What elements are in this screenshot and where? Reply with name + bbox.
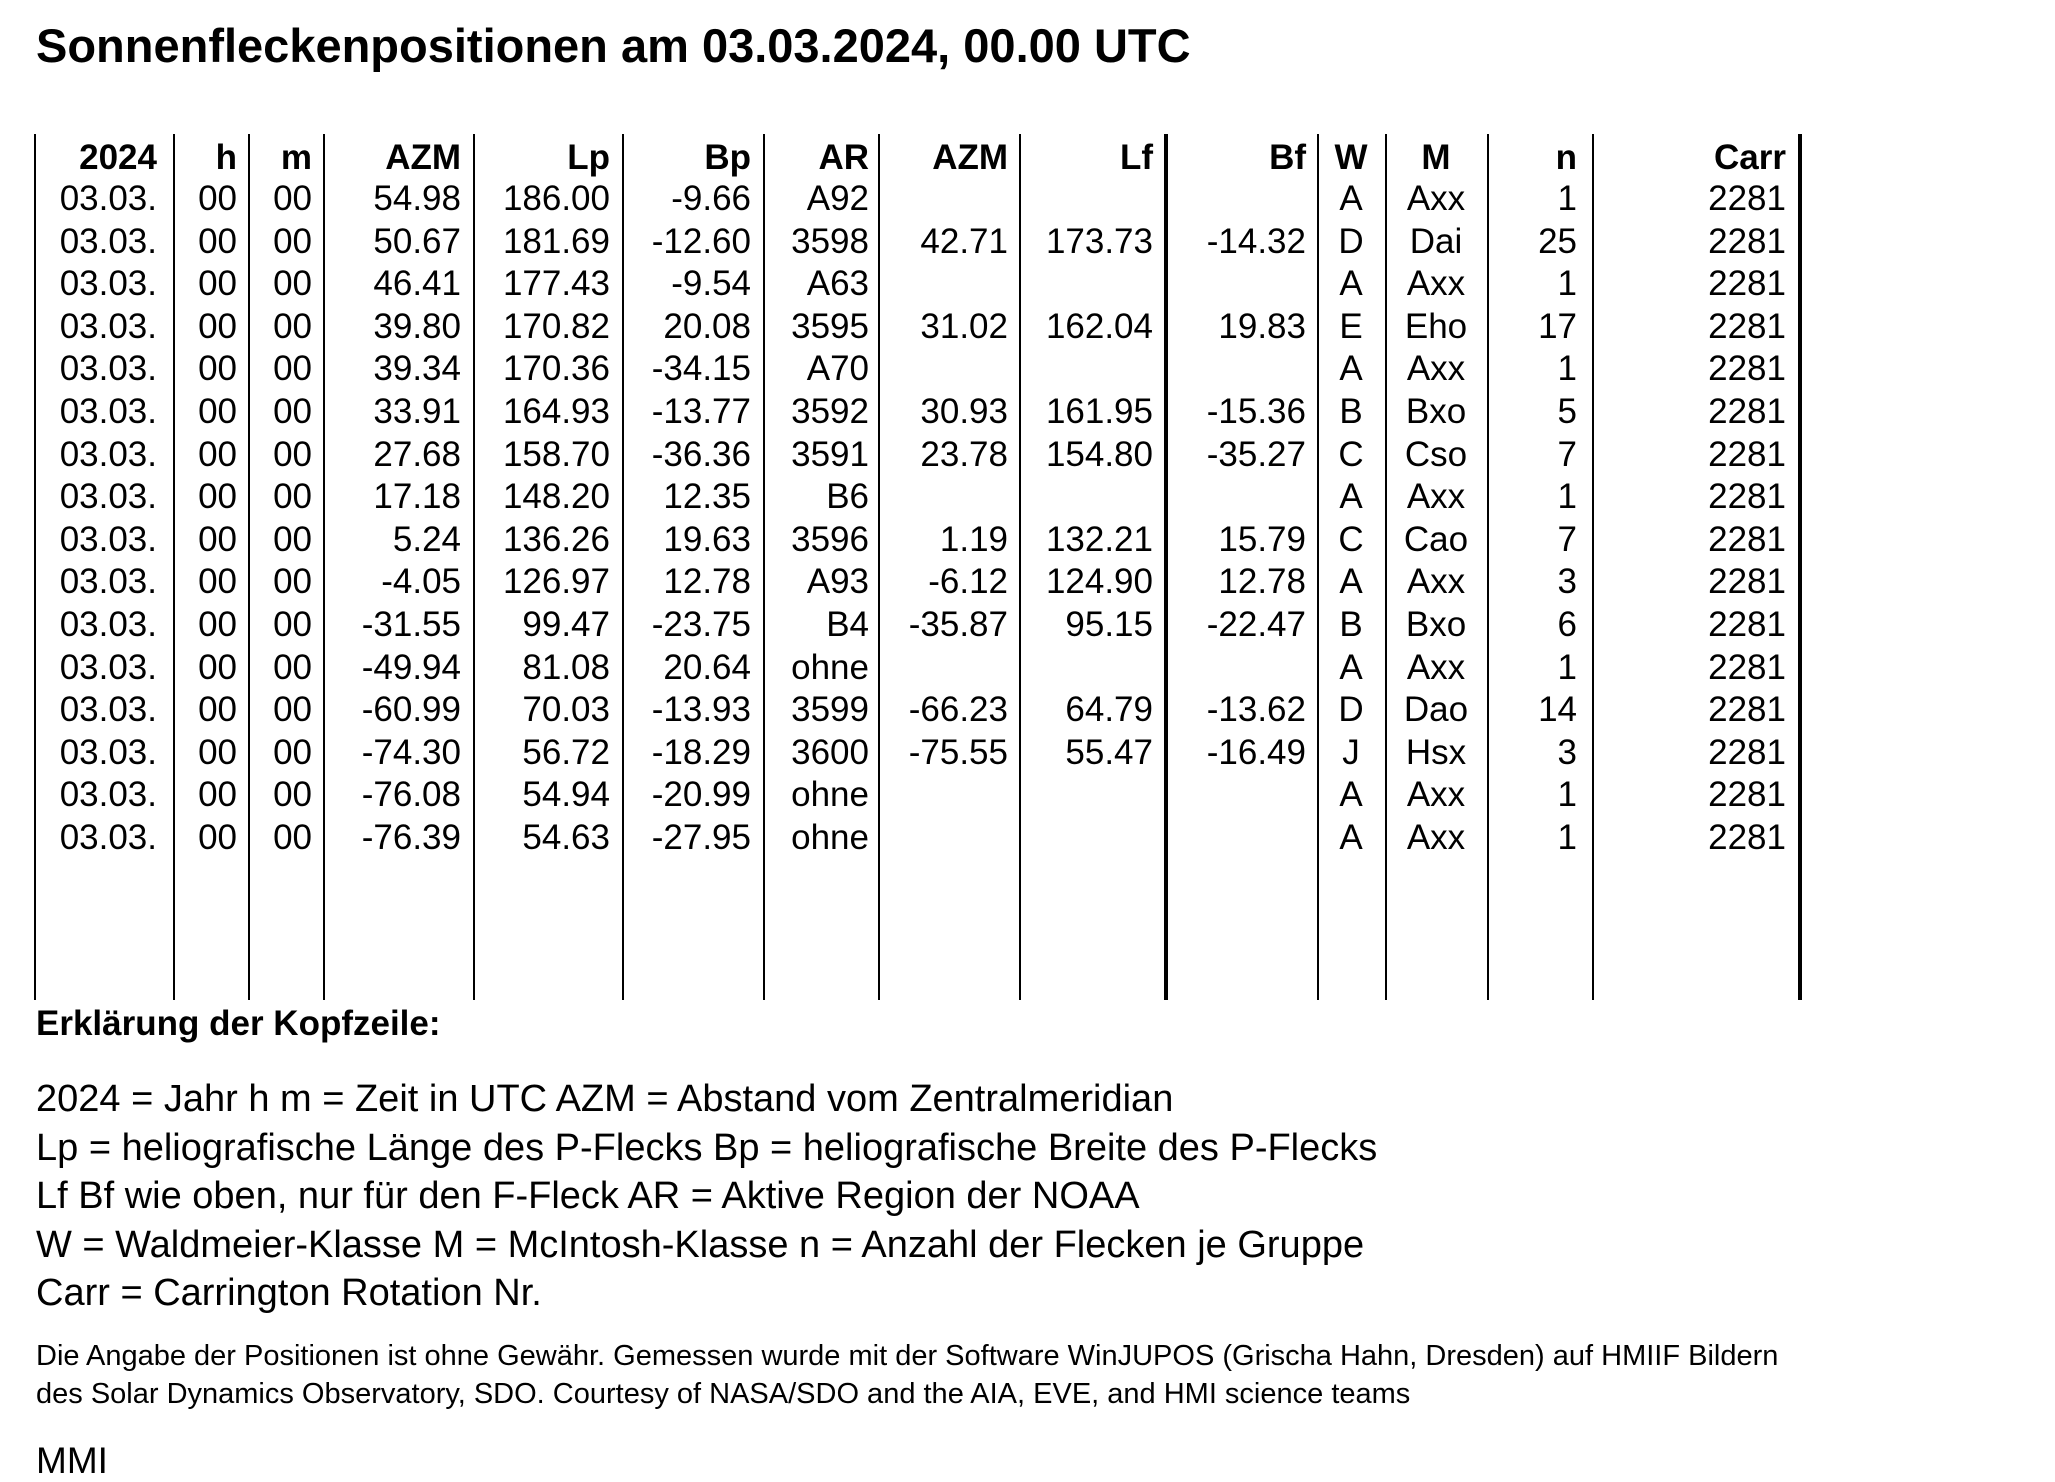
signature: MMI	[36, 1440, 108, 1481]
cell-ar: A93	[806, 562, 869, 602]
cell-azm-f: -6.12	[928, 562, 1008, 602]
cell-n: 1	[1557, 647, 1577, 687]
cell-carr: 2281	[1708, 392, 1786, 431]
cell-carr: 2281	[1708, 264, 1786, 304]
header-hour: h	[215, 138, 237, 177]
cell-w: B	[1339, 605, 1363, 644]
cell-n: 5	[1557, 392, 1577, 431]
cell-m: Hsx	[1405, 732, 1467, 772]
cell-bp: 12.78	[663, 562, 751, 602]
cell-carr: 2281	[1708, 434, 1786, 474]
header-n: n	[1555, 138, 1577, 177]
legend-line: 2024 = Jahr h m = Zeit in UTC AZM = Abstand vom Zentralmeridian	[36, 1078, 1174, 1120]
header-azm-f: AZM	[932, 138, 1008, 177]
cell-bf: -16.49	[1206, 732, 1306, 772]
cell-ar: 3598	[791, 221, 869, 261]
cell-hour: 00	[198, 732, 237, 772]
cell-azm-p: -76.39	[361, 818, 461, 857]
cell-bf: -22.47	[1206, 605, 1306, 644]
cell-azm-f	[878, 475, 1008, 519]
table-row	[34, 262, 1802, 306]
cell-carr: 2281	[1708, 732, 1786, 772]
cell-lp: 177.43	[502, 264, 610, 304]
cell-hour: 00	[198, 179, 237, 218]
cell-lp: 81.08	[522, 647, 610, 687]
cell-bf: -35.27	[1206, 434, 1306, 474]
cell-carr: 2281	[1708, 519, 1786, 559]
cell-m: Eho	[1404, 306, 1468, 346]
legend	[36, 1075, 1377, 1318]
header-minute: m	[280, 138, 312, 177]
cell-lp: 54.63	[522, 818, 610, 857]
header-azm-p: AZM	[385, 138, 461, 177]
header-m: M	[1421, 138, 1451, 177]
cell-w: C	[1338, 519, 1364, 559]
cell-n: 17	[1538, 306, 1577, 346]
cell-bp: 12.35	[663, 477, 751, 517]
cell-hour: 00	[198, 562, 237, 602]
cell-lp: 99.47	[522, 605, 610, 644]
cell-lf: 64.79	[1065, 690, 1153, 730]
cell-m: Bxo	[1405, 392, 1467, 431]
cell-date: 03.03.	[59, 477, 157, 517]
cell-carr: 2281	[1708, 605, 1786, 644]
cell-lf	[1019, 773, 1153, 817]
cell-minute: 00	[273, 179, 312, 218]
cell-bf: 15.79	[1218, 519, 1306, 559]
cell-ar: 3596	[791, 519, 869, 559]
table-row	[34, 603, 1802, 647]
table-row	[34, 390, 1802, 434]
cell-ar: ohne	[791, 647, 869, 687]
table-row	[34, 177, 1802, 221]
cell-n: 1	[1557, 775, 1577, 815]
cell-m: Dai	[1409, 221, 1463, 261]
header-ar: AR	[818, 138, 869, 177]
cell-azm-f: 30.93	[920, 392, 1008, 431]
cell-date: 03.03.	[59, 264, 157, 304]
cell-bp: -36.36	[651, 434, 751, 474]
cell-carr: 2281	[1708, 349, 1786, 389]
cell-lp: 136.26	[502, 519, 610, 559]
cell-m: Axx	[1406, 349, 1466, 389]
cell-azm-p: 27.68	[373, 434, 461, 474]
cell-ar: A63	[806, 264, 869, 304]
cell-hour: 00	[198, 349, 237, 389]
cell-lf: 161.95	[1045, 392, 1153, 431]
cell-minute: 00	[273, 732, 312, 772]
cell-lp: 181.69	[502, 221, 610, 261]
sunspot-table	[34, 134, 1802, 1000]
cell-w: B	[1339, 392, 1363, 431]
cell-minute: 00	[273, 775, 312, 815]
cell-azm-p: 39.34	[373, 349, 461, 389]
cell-azm-f	[878, 177, 1008, 221]
cell-n: 7	[1557, 434, 1577, 474]
cell-carr: 2281	[1708, 306, 1786, 346]
cell-w: A	[1339, 179, 1363, 218]
cell-lf: 95.15	[1065, 605, 1153, 644]
cell-bp: -27.95	[651, 818, 751, 857]
cell-ar: ohne	[791, 775, 869, 815]
cell-w: A	[1339, 647, 1363, 687]
cell-lf	[1019, 262, 1153, 306]
cell-hour: 00	[198, 477, 237, 517]
cell-ar: ohne	[791, 818, 869, 857]
cell-w: A	[1339, 349, 1363, 389]
header-bp: Bp	[704, 138, 751, 177]
cell-azm-p: 33.91	[373, 392, 461, 431]
cell-azm-f: -75.55	[908, 732, 1008, 772]
cell-m: Axx	[1406, 775, 1466, 815]
cell-ar: 3600	[791, 732, 869, 772]
cell-carr: 2281	[1708, 562, 1786, 602]
cell-bp: -18.29	[651, 732, 751, 772]
cell-bp: -13.93	[651, 690, 751, 730]
cell-m: Cao	[1403, 519, 1469, 559]
cell-azm-p: 50.67	[373, 221, 461, 261]
cell-azm-f: 1.19	[939, 519, 1008, 559]
header-w: W	[1334, 138, 1368, 177]
cell-azm-p: -4.05	[381, 562, 461, 602]
cell-azm-p: -49.94	[361, 647, 461, 687]
cell-azm-p: -60.99	[361, 690, 461, 730]
cell-minute: 00	[273, 647, 312, 687]
cell-date: 03.03.	[59, 647, 157, 687]
table-row	[34, 731, 1802, 775]
cell-bp: 20.08	[663, 306, 751, 346]
cell-n: 1	[1557, 264, 1577, 304]
cell-n: 1	[1557, 818, 1577, 857]
cell-lf	[1019, 646, 1153, 690]
cell-date: 03.03.	[59, 306, 157, 346]
cell-minute: 00	[273, 605, 312, 644]
legend-line: Lf Bf wie oben, nur für den F-Fleck AR = Aktive Region der NOAA	[36, 1175, 1140, 1217]
cell-azm-f	[878, 262, 1008, 306]
cell-azm-p: -74.30	[361, 732, 461, 772]
cell-bf	[1164, 262, 1306, 306]
header-year: 2024	[79, 138, 157, 177]
cell-minute: 00	[273, 349, 312, 389]
table-header	[34, 136, 1802, 180]
table-row	[34, 347, 1802, 391]
cell-ar: 3592	[791, 392, 869, 431]
table-row	[34, 220, 1802, 264]
cell-bp: -20.99	[651, 775, 751, 815]
cell-lp: 170.82	[502, 306, 610, 346]
table-row	[34, 518, 1802, 562]
cell-n: 1	[1557, 349, 1577, 389]
cell-m: Axx	[1406, 264, 1466, 304]
cell-date: 03.03.	[59, 732, 157, 772]
cell-w: D	[1338, 221, 1364, 261]
header-lf: Lf	[1119, 138, 1153, 177]
cell-hour: 00	[198, 605, 237, 644]
cell-carr: 2281	[1708, 690, 1786, 730]
cell-date: 03.03.	[59, 690, 157, 730]
cell-bf	[1164, 646, 1306, 690]
cell-minute: 00	[273, 264, 312, 304]
cell-bp: -34.15	[651, 349, 751, 389]
cell-azm-f	[878, 773, 1008, 817]
cell-bp: -9.54	[671, 264, 751, 304]
cell-carr: 2281	[1708, 647, 1786, 687]
cell-hour: 00	[198, 690, 237, 730]
table-row	[34, 305, 1802, 349]
cell-m: Cso	[1404, 434, 1468, 474]
cell-bf	[1164, 347, 1306, 391]
table-row	[34, 816, 1802, 860]
cell-n: 3	[1557, 732, 1577, 772]
cell-bf: -13.62	[1206, 690, 1306, 730]
cell-date: 03.03.	[59, 818, 157, 857]
cell-lp: 126.97	[502, 562, 610, 602]
cell-n: 1	[1557, 179, 1577, 218]
cell-carr: 2281	[1708, 179, 1786, 218]
disclaimer	[36, 1337, 1778, 1413]
cell-hour: 00	[198, 306, 237, 346]
cell-lp: 54.94	[522, 775, 610, 815]
cell-lp: 170.36	[502, 349, 610, 389]
cell-azm-f	[878, 347, 1008, 391]
cell-lf	[1019, 177, 1153, 221]
cell-azm-f	[878, 646, 1008, 690]
cell-lp: 158.70	[502, 434, 610, 474]
cell-azm-f: -35.87	[908, 605, 1008, 644]
cell-bf: -15.36	[1206, 392, 1306, 431]
cell-azm-f: 42.71	[920, 221, 1008, 261]
cell-minute: 00	[273, 818, 312, 857]
cell-hour: 00	[198, 647, 237, 687]
cell-w: A	[1339, 264, 1363, 304]
cell-hour: 00	[198, 221, 237, 261]
table-row	[34, 433, 1802, 477]
cell-bf	[1164, 773, 1306, 817]
header-bf: Bf	[1269, 138, 1306, 177]
cell-lp: 164.93	[502, 392, 610, 431]
cell-bf	[1164, 816, 1306, 860]
cell-date: 03.03.	[59, 775, 157, 815]
header-lp: Lp	[567, 138, 610, 177]
cell-lp: 70.03	[522, 690, 610, 730]
cell-lf: 124.90	[1045, 562, 1153, 602]
cell-azm-f: 23.78	[920, 434, 1008, 474]
cell-hour: 00	[198, 264, 237, 304]
cell-bp: 20.64	[663, 647, 751, 687]
legend-line: Carr = Carrington Rotation Nr.	[36, 1272, 542, 1314]
cell-minute: 00	[273, 434, 312, 474]
cell-hour: 00	[198, 818, 237, 857]
disclaimer-line: Die Angabe der Positionen ist ohne Gewähr. Gemessen wurde mit der Software WinJUPOS (Grischa Hahn, Dresden) auf HMIIF Bildern	[36, 1340, 1779, 1372]
cell-azm-p: 39.80	[373, 306, 461, 346]
cell-w: J	[1342, 732, 1360, 772]
cell-minute: 00	[273, 519, 312, 559]
cell-bp: -13.77	[651, 392, 751, 431]
cell-m: Axx	[1406, 562, 1466, 602]
cell-n: 3	[1557, 562, 1577, 602]
cell-n: 7	[1557, 519, 1577, 559]
cell-date: 03.03.	[59, 562, 157, 602]
cell-carr: 2281	[1708, 818, 1786, 857]
cell-lf	[1019, 347, 1153, 391]
cell-bf: -14.32	[1206, 221, 1306, 261]
cell-ar: B6	[826, 477, 869, 517]
cell-azm-f: 31.02	[920, 306, 1008, 346]
cell-w: C	[1338, 434, 1364, 474]
cell-minute: 00	[273, 392, 312, 431]
disclaimer-line: des Solar Dynamics Observatory, SDO. Courtesy of NASA/SDO and the AIA, EVE, and HMI science teams	[36, 1378, 1411, 1410]
cell-bf	[1164, 177, 1306, 221]
cell-minute: 00	[273, 477, 312, 517]
cell-w: E	[1339, 306, 1363, 346]
cell-lf: 55.47	[1065, 732, 1153, 772]
cell-bf: 12.78	[1218, 562, 1306, 602]
cell-lf: 173.73	[1045, 221, 1153, 261]
cell-date: 03.03.	[59, 179, 157, 218]
cell-ar: A92	[806, 179, 869, 218]
cell-lf	[1019, 816, 1153, 860]
cell-w: A	[1339, 775, 1363, 815]
cell-hour: 00	[198, 519, 237, 559]
cell-ar: 3595	[791, 306, 869, 346]
legend-title: Erklärung der Kopfzeile:	[36, 1004, 441, 1043]
cell-lf: 154.80	[1045, 434, 1153, 474]
cell-minute: 00	[273, 562, 312, 602]
cell-date: 03.03.	[59, 349, 157, 389]
table-row	[34, 475, 1802, 519]
cell-lf: 162.04	[1045, 306, 1153, 346]
cell-bp: -23.75	[651, 605, 751, 644]
cell-hour: 00	[198, 434, 237, 474]
cell-m: Axx	[1406, 477, 1466, 517]
table-row	[34, 560, 1802, 604]
cell-carr: 2281	[1708, 477, 1786, 517]
cell-bf: 19.83	[1218, 306, 1306, 346]
cell-m: Dao	[1403, 690, 1469, 730]
cell-date: 03.03.	[59, 605, 157, 644]
cell-bp: -9.66	[671, 179, 751, 218]
cell-hour: 00	[198, 775, 237, 815]
cell-azm-p: -31.55	[361, 605, 461, 644]
table-row	[34, 773, 1802, 817]
legend-line: W = Waldmeier-Klasse M = McIntosh-Klasse n = Anzahl der Flecken je Gruppe	[36, 1223, 1365, 1266]
cell-minute: 00	[273, 221, 312, 261]
cell-m: Axx	[1406, 818, 1466, 857]
cell-date: 03.03.	[59, 221, 157, 261]
cell-bp: 19.63	[663, 519, 751, 559]
cell-azm-f: -66.23	[908, 690, 1008, 730]
cell-bp: -12.60	[651, 221, 751, 261]
cell-ar: 3599	[791, 690, 869, 730]
cell-azm-p: 17.18	[373, 477, 461, 517]
cell-lf	[1019, 475, 1153, 519]
cell-m: Bxo	[1405, 605, 1467, 644]
cell-n: 6	[1557, 605, 1577, 644]
table-row	[34, 646, 1802, 690]
legend-line: Lp = heliografische Länge des P-Flecks Bp = heliografische Breite des P-Flecks	[36, 1126, 1378, 1169]
cell-lf: 132.21	[1045, 519, 1153, 559]
cell-carr: 2281	[1708, 221, 1786, 261]
cell-n: 25	[1538, 221, 1577, 261]
cell-azm-f	[878, 816, 1008, 860]
header-carr: Carr	[1714, 138, 1786, 177]
cell-w: A	[1339, 477, 1363, 517]
cell-n: 1	[1557, 477, 1577, 517]
cell-w: D	[1338, 690, 1364, 730]
cell-bf	[1164, 475, 1306, 519]
cell-hour: 00	[198, 392, 237, 431]
cell-m: Axx	[1406, 179, 1466, 218]
cell-azm-p: 54.98	[373, 179, 461, 218]
cell-date: 03.03.	[59, 519, 157, 559]
cell-w: A	[1339, 818, 1363, 857]
page-title: Sonnenfleckenpositionen am 03.03.2024, 00.00 UTC	[36, 19, 1191, 72]
cell-w: A	[1339, 562, 1363, 602]
cell-carr: 2281	[1708, 775, 1786, 815]
cell-n: 14	[1538, 690, 1577, 730]
cell-ar: A70	[806, 349, 869, 389]
cell-lp: 186.00	[502, 179, 610, 218]
cell-minute: 00	[273, 306, 312, 346]
cell-azm-p: 5.24	[392, 519, 461, 559]
cell-date: 03.03.	[59, 434, 157, 474]
cell-azm-p: -76.08	[361, 775, 461, 815]
cell-azm-p: 46.41	[373, 264, 461, 304]
cell-minute: 00	[273, 690, 312, 730]
cell-date: 03.03.	[59, 392, 157, 431]
cell-ar: B4	[826, 605, 869, 644]
cell-lp: 56.72	[522, 732, 610, 772]
cell-ar: 3591	[791, 434, 869, 474]
cell-m: Axx	[1406, 647, 1466, 687]
cell-lp: 148.20	[502, 477, 610, 517]
table-row	[34, 688, 1802, 732]
